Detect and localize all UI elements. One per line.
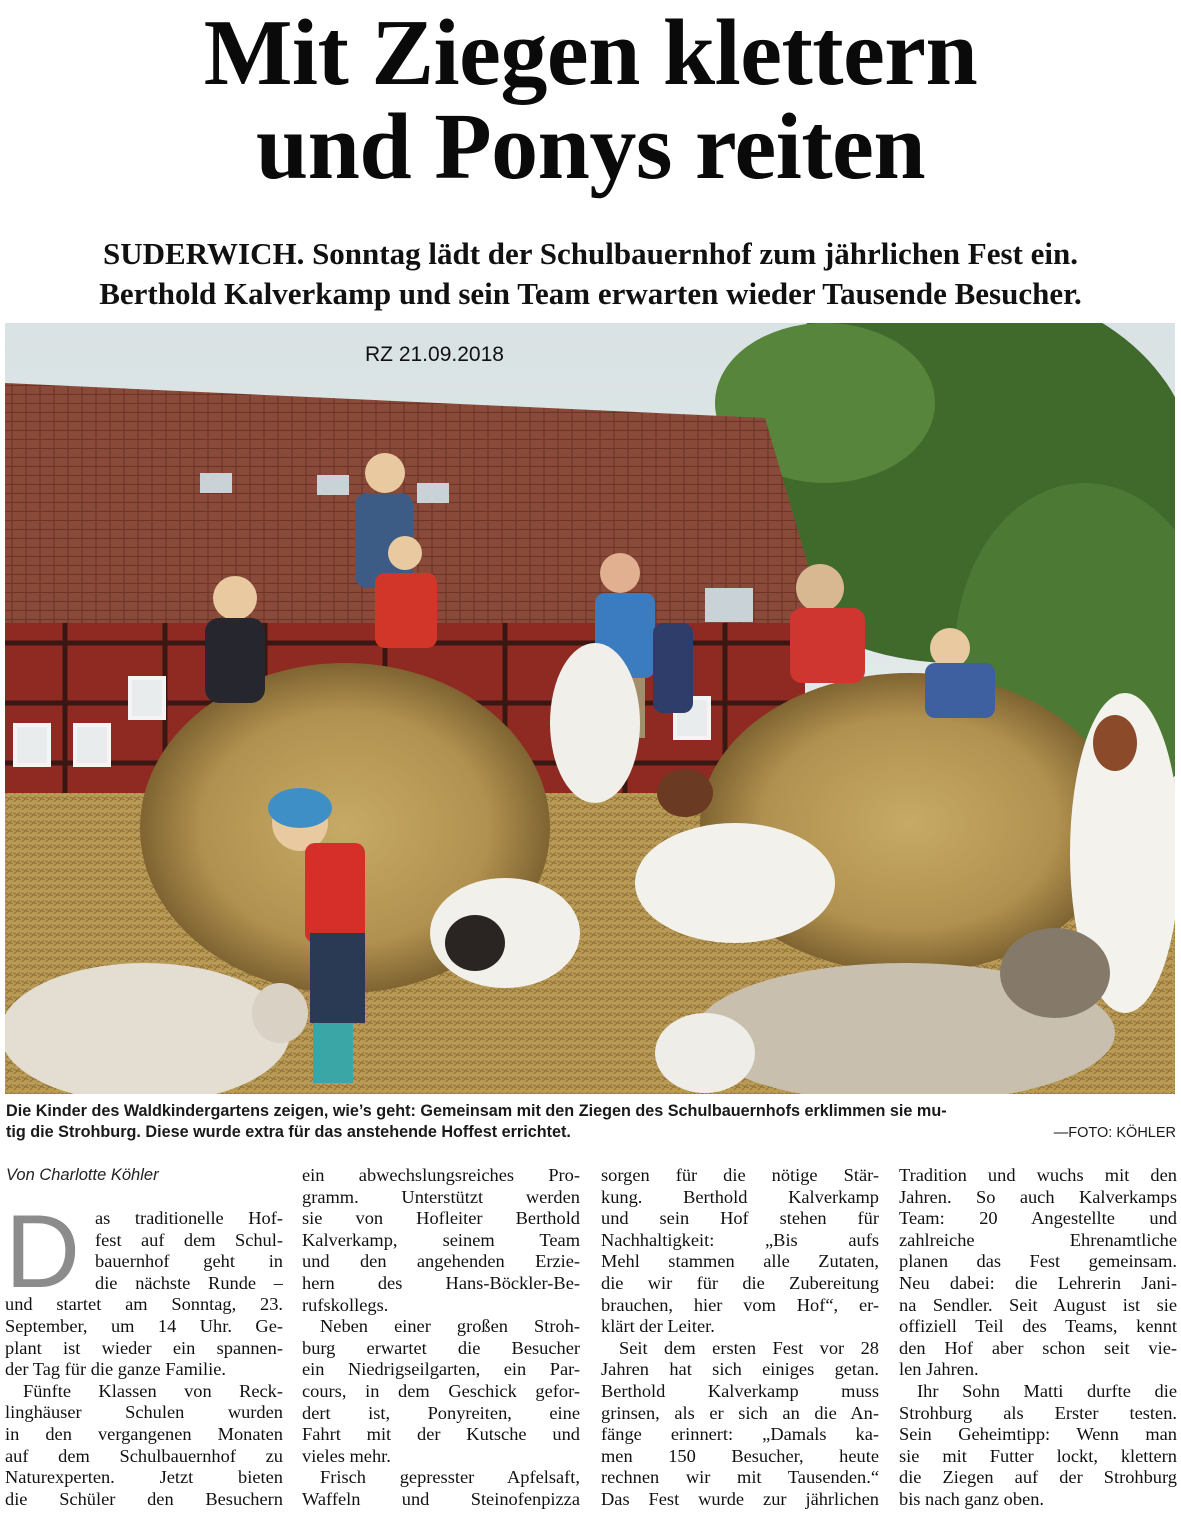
text-line: burg erwartet die Besucher [302, 1337, 580, 1358]
article-column-4 [899, 1165, 1177, 1511]
photo-caption [6, 1101, 1176, 1144]
text-line: cours, in dem Geschick gefor- [302, 1380, 580, 1401]
text-line: klärt der Leiter. [601, 1316, 715, 1337]
text-line: planen das Fest gemeinsam. [899, 1251, 1177, 1272]
text-line: Frisch gepresster Apfelsaft, [320, 1467, 580, 1488]
text-line: Mehl stammen alle Zutaten, [601, 1251, 879, 1272]
text-line: und startet am Sonntag, 23. [5, 1294, 283, 1315]
text-line: Neben einer großen Stroh- [320, 1316, 580, 1337]
text-line: grinsen, als er sich an die An- [601, 1402, 879, 1423]
text-line: gramm. Unterstützt werden [302, 1186, 580, 1207]
text-line: na Sendler. Seit August ist sie [899, 1294, 1177, 1315]
text-line: Berthold Kalverkamp muss [601, 1380, 879, 1401]
photo-credit: —FOTO: KÖHLER [1053, 1125, 1176, 1141]
text-line: Kalverkamp, seinem Team [302, 1229, 580, 1250]
text-line: und sein Hof stehen für [601, 1208, 879, 1229]
text-line: as traditionelle Hof- [95, 1208, 283, 1228]
article-column-2 [302, 1165, 580, 1511]
text-line: len Jahren. [899, 1359, 979, 1380]
text-line: in den vergangenen Monaten [5, 1423, 283, 1444]
text-line: auf dem Schulbauernhof zu [5, 1445, 283, 1466]
text-line: vieles mehr. [302, 1445, 391, 1466]
text-line: Nachhaltigkeit: „Bis aufs [601, 1229, 879, 1250]
text-line: ein abwechslungsreiches Pro- [302, 1165, 580, 1185]
text-line: fänge erinnert: „Damals ka- [601, 1424, 879, 1445]
caption-line-1: Die Kinder des Waldkindergartens zeigen, wie’s geht: Gemeinsam mit den Ziegen des Schulbauernhofs erklimmen sie mu- [6, 1102, 947, 1120]
text-line: Fünfte Klassen von Reck- [23, 1380, 283, 1401]
subheadline-line-1: SUDERWICH. Sonntag lädt der Schulbauernhof zum jährlichen Fest ein. [103, 236, 1078, 271]
headline-line-2: und Ponys reiten [255, 95, 926, 199]
caption-line-2: tig die Strohburg. Diese wurde extra für das anstehende Hoffest errichtet. [6, 1123, 571, 1141]
article-column-3 [601, 1165, 879, 1511]
text-line: Tradition und wuchs mit den [899, 1165, 1177, 1185]
subheadline-line-2: Berthold Kalverkamp und sein Team erwarten wieder Tausende Besucher. [99, 276, 1082, 311]
text-line: dert ist, Ponyreiten, eine [302, 1402, 580, 1423]
text-line: sie mit Futter lockt, klettern [899, 1445, 1177, 1466]
text-line: der Tag für die ganze Familie. [5, 1359, 227, 1380]
text-line: Naturexperten. Jetzt bieten [5, 1467, 283, 1488]
text-line: Fahrt mit der Kutsche und [302, 1424, 580, 1445]
text-line: den Hof aber schon seit vie- [899, 1337, 1177, 1358]
text-line: linghäuser Schulen wurden [5, 1402, 283, 1423]
text-line: men 150 Besucher, heute [601, 1445, 879, 1466]
text-line: die nächste Runde – [95, 1272, 283, 1293]
text-line: offiziell Teil des Teams, kennt [899, 1316, 1177, 1337]
text-line: September, um 14 Uhr. Ge- [5, 1315, 283, 1336]
text-line: Neu dabei: die Lehrerin Jani- [899, 1272, 1177, 1293]
text-line: Sein Geheimtipp: Wenn man [899, 1424, 1177, 1445]
text-line: Team: 20 Angestellte und [899, 1208, 1177, 1229]
text-line: Ihr Sohn Matti durfte die [917, 1380, 1177, 1401]
text-line: Seit dem ersten Fest vor 28 [619, 1337, 879, 1358]
byline: Von Charlotte Köhler [6, 1166, 159, 1184]
text-line: zahlreiche Ehrenamtliche [899, 1229, 1177, 1250]
text-line: Waffeln und Steinofenpizza [302, 1488, 580, 1509]
article-photo [5, 323, 1175, 1094]
text-line: kung. Berthold Kalverkamp [601, 1186, 879, 1207]
text-line: bis nach ganz oben. [899, 1488, 1045, 1509]
article-column-1 [5, 1194, 283, 1510]
text-line: und den angehenden Erzie- [302, 1251, 580, 1272]
text-line: Das Fest wurde zur jährlichen [601, 1488, 879, 1509]
text-line: rufskollegs. [302, 1294, 389, 1315]
text-line: Strohburg als Erster testen. [899, 1402, 1177, 1423]
text-line: plant ist wieder ein spannen- [5, 1337, 283, 1358]
text-line: hern des Hans-Böckler-Be- [302, 1272, 580, 1293]
headline-line-1: Mit Ziegen klettern [203, 1, 978, 105]
headline [0, 1, 1181, 199]
text-line: die Ziegen auf der Strohburg [899, 1467, 1177, 1488]
text-line: bauernhof geht in [95, 1251, 283, 1272]
photo-illustration [5, 323, 1175, 1094]
subheadline [0, 234, 1181, 314]
text-line: sorgen für die nötige Stär- [601, 1165, 879, 1185]
text-line: Jahren hat sich einiges getan. [601, 1359, 879, 1380]
text-line: die wir für die Zubereitung [601, 1272, 879, 1293]
text-line: sie von Hofleiter Berthold [302, 1208, 580, 1229]
text-line: Jahren. So auch Kalverkamps [899, 1186, 1177, 1207]
text-line: ein Niedrigseilgarten, ein Par- [302, 1359, 580, 1380]
date-stamp: RZ 21.09.2018 [365, 343, 504, 366]
drop-cap: D [5, 1194, 81, 1310]
text-line: die Schüler den Besuchern [5, 1488, 283, 1509]
text-line: brauchen, hier vom Hof“, er- [601, 1294, 879, 1315]
text-line: rechnen wir mit Tausenden.“ [601, 1467, 879, 1488]
text-line: fest auf dem Schul- [95, 1229, 283, 1250]
